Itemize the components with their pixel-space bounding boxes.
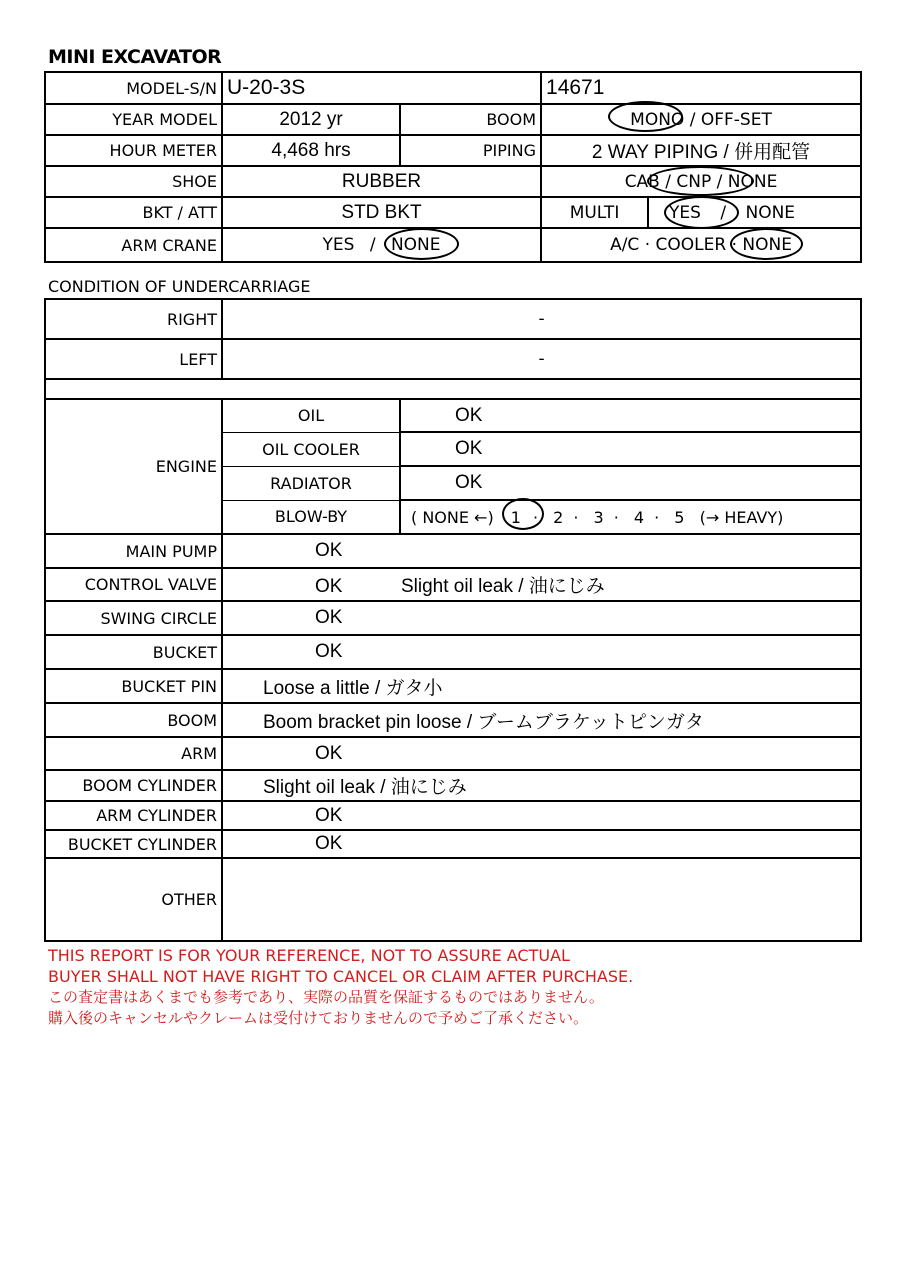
blowby-dot2: · (573, 507, 579, 527)
arm-crane-label: ARM CRANE (45, 228, 222, 262)
disclaimer-line-4: 購入後のキャンセルやクレームは受付けておりませんので予めご了承ください。 (48, 1009, 589, 1027)
component-value (222, 568, 861, 601)
blowby-dot1: · (532, 507, 539, 527)
component-value (222, 669, 861, 703)
multi-none: NONE (745, 202, 796, 223)
arm-crane-sep: / (369, 235, 376, 255)
boom-opt-offset: OFF-SET (700, 109, 772, 130)
component-value (222, 703, 861, 737)
component-row (45, 601, 861, 635)
disclaimer (48, 945, 633, 1029)
document-title: MINI EXCAVATOR (48, 46, 222, 68)
blowby-4: 4 (633, 507, 645, 527)
year-label: YEAR MODEL (45, 104, 222, 135)
component-note: Slight oil leak / 油にじみ (401, 576, 605, 597)
component-note: Loose a little / ガタ小 (263, 677, 443, 699)
boom-opt-mono: MONO (630, 109, 685, 130)
component-label: BOOM CYLINDER (45, 770, 222, 801)
arm-crane-none-circle (384, 228, 459, 260)
blowby-3: 3 (593, 507, 604, 527)
cab-cnp-circle (647, 166, 754, 196)
component-status: OK (315, 576, 343, 597)
shoe-value: RUBBER (222, 166, 541, 197)
spacer-row (45, 379, 861, 399)
multi-sep: / (720, 202, 727, 223)
multi-yes-circle (664, 196, 739, 229)
component-row (45, 669, 861, 703)
component-value (222, 801, 861, 830)
component-value (222, 601, 861, 635)
blowby-2: 2 (553, 507, 564, 527)
blowby-dot3: · (613, 507, 619, 527)
component-status: OK (315, 540, 343, 561)
boom-options (541, 104, 861, 135)
component-label: BUCKET CYLINDER (45, 830, 222, 858)
blowby-1-circle (502, 498, 544, 530)
ac-none: NONE (742, 235, 792, 255)
component-note: Boom bracket pin loose / ブームブラケットピンガタ (263, 711, 704, 733)
component-row (45, 635, 861, 669)
blowby-label: BLOW-BY (222, 500, 400, 534)
arm-crane-none: NONE (390, 235, 441, 255)
piping-label: PIPING (400, 135, 541, 166)
component-status: OK (315, 742, 343, 764)
disclaimer-line-1: THIS REPORT IS FOR YOUR REFERENCE, NOT TO ASSURE ACTUAL (48, 946, 570, 965)
blowby-scale (400, 500, 861, 534)
component-label: BUCKET (45, 635, 222, 669)
boom-label: BOOM (400, 104, 541, 135)
component-value (222, 635, 861, 669)
component-row (45, 737, 861, 770)
component-row (45, 770, 861, 801)
model-sn-label: MODEL-S/N (45, 72, 222, 104)
boom-sep: / (689, 109, 696, 130)
component-value (222, 770, 861, 801)
component-row (45, 801, 861, 830)
blowby-1: 1 (510, 507, 521, 527)
blowby-dot4: · (654, 507, 660, 527)
component-status: OK (315, 641, 343, 662)
blowby-5: 5 (674, 507, 685, 527)
arm-crane-yes: YES (322, 235, 355, 255)
multi-yes: YES (669, 202, 701, 223)
condition-table (44, 298, 862, 942)
bkt-value: STD BKT (222, 197, 541, 228)
ac-label: A/C · COOLER (610, 235, 727, 255)
component-status: OK (315, 833, 343, 854)
component-label: CONTROL VALVE (45, 568, 222, 601)
boom-mono-circle (608, 101, 683, 132)
model-value: U-20-3S (222, 72, 541, 104)
multi-label: MULTI (541, 197, 648, 228)
ac-sep: · (731, 235, 737, 255)
component-label: BUCKET PIN (45, 669, 222, 703)
left-value: - (222, 339, 861, 379)
component-value (222, 830, 861, 858)
right-label: RIGHT (45, 299, 222, 339)
component-status: OK (315, 607, 343, 628)
shoe-label: SHOE (45, 166, 222, 197)
cab-options: CAB / CNP / NONE (541, 166, 861, 197)
component-label: ARM (45, 737, 222, 770)
blowby-none: ( NONE ←) (411, 507, 494, 527)
arm-crane-options (222, 228, 541, 262)
component-row (45, 703, 861, 737)
blowby-heavy: (→ HEAVY) (699, 507, 784, 527)
component-row (45, 534, 861, 568)
right-value: - (222, 299, 861, 339)
oil-status: OK (400, 399, 861, 432)
component-note: Slight oil leak / 油にじみ (263, 777, 467, 798)
component-row (45, 830, 861, 858)
undercarriage-heading: CONDITION OF UNDERCARRIAGE (48, 277, 311, 296)
component-value (222, 858, 861, 941)
disclaimer-line-3: この査定書はあくまでも参考であり、実際の品質を保証するものではありません。 (48, 988, 604, 1006)
left-label: LEFT (45, 339, 222, 379)
year-value: 2012 yr (222, 104, 400, 135)
component-row (45, 858, 861, 941)
component-label: OTHER (45, 858, 222, 941)
oil-cooler-label: OIL COOLER (222, 432, 400, 466)
component-value (222, 534, 861, 568)
component-label: MAIN PUMP (45, 534, 222, 568)
component-status: OK (315, 804, 343, 826)
component-label: ARM CYLINDER (45, 801, 222, 830)
component-label: BOOM (45, 703, 222, 737)
hours-value: 4,468 hrs (222, 135, 400, 166)
ac-none-circle (730, 228, 803, 260)
component-note (227, 889, 263, 910)
serial-value: 14671 (541, 72, 861, 104)
component-row (45, 568, 861, 601)
oil-label: OIL (222, 399, 400, 432)
component-label: SWING CIRCLE (45, 601, 222, 635)
oil-cooler-status: OK (400, 432, 861, 466)
radiator-status: OK (400, 466, 861, 500)
hour-label: HOUR METER (45, 135, 222, 166)
engine-label: ENGINE (45, 399, 222, 534)
disclaimer-line-2: BUYER SHALL NOT HAVE RIGHT TO CANCEL OR CLAIM AFTER PURCHASE. (48, 967, 634, 986)
component-value (222, 737, 861, 770)
ac-options (541, 228, 861, 262)
radiator-label: RADIATOR (222, 466, 400, 500)
bkt-label: BKT / ATT (45, 197, 222, 228)
piping-value: 2 WAY PIPING / 併用配管 (541, 135, 861, 166)
